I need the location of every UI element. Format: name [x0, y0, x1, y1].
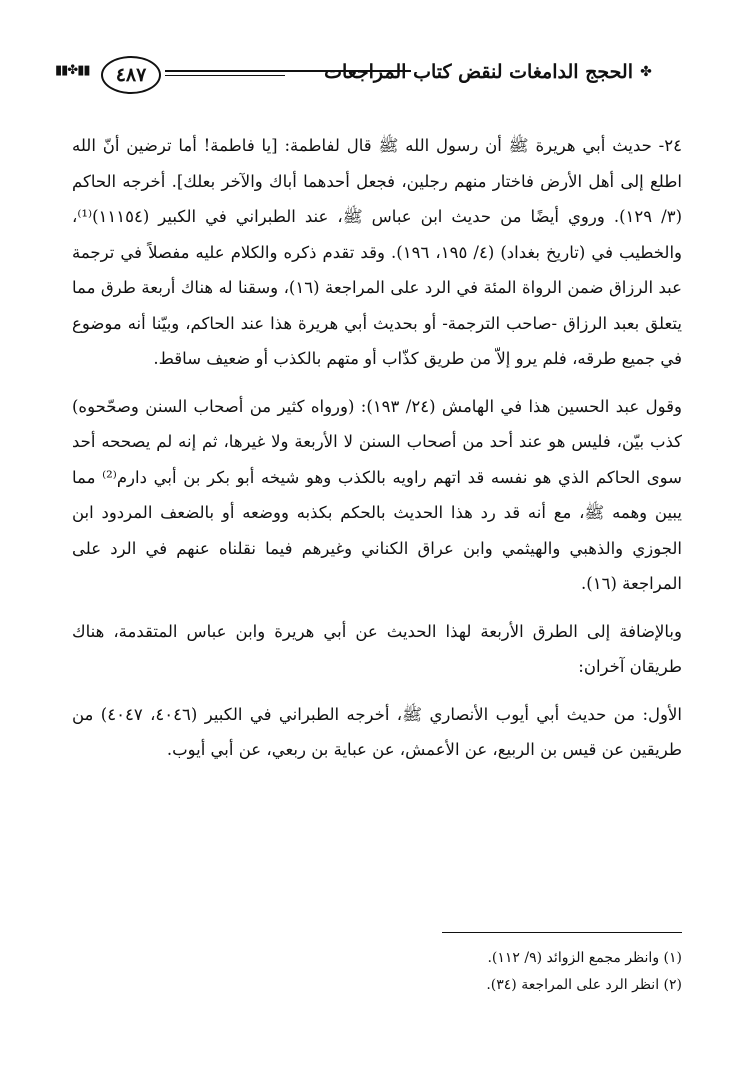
- paragraph-two-other-routes: وبالإضافة إلى الطرق الأربعة لهذا الحديث عن أبي هريرة وابن عباس المتقدمة، هناك طريقان آخران:: [72, 621, 682, 676]
- header-ornament-icon: ✤: [640, 64, 652, 80]
- paragraph-hadith-24: ٢٤- حديث أبي هريرة ﷺ أن رسول الله ﷺ قال لفاطمة: [يا فاطمة! أما ترضين أنّ الله اطلع إلى أهل الأرض فاختار منهم رجلين، فجعل أحدهما أباك والآخر بعلك]. أخرجه الحاكم (٣/ ١٢٩). وروي أيضًا من حديث ابن عباس ﷺ، عند الطبراني في الكبير (١١١٥٤)⁽¹⁾، والخطيب في (تاريخ بغداد) (٤/ ١٩٥، ١٩٦). وقد تقدم ذكره والكلام عليه مفصلاً في ترجمة عبد الرزاق ضمن الرواة المئة في الرد على المراجعة (١٦)، وسقنا له هناك أربعة طرق مما يتعلق بعبد الرزاق -صاحب الترجمة- أو بحديث أبي هريرة هذا عند الحاكم، وبيّنا أنه موضوع في جميع طرقه، فلم يرو إلاّ من طريق كذّاب أو متهم بالكذب أو ضعيف ساقط.: [72, 136, 682, 368]
- header-ornament-left-icon: ▮▮✤▮▮: [55, 63, 90, 78]
- footnote-2: (٢) انظر الرد على المراجعة (٣٤).: [486, 977, 682, 993]
- paragraph-first-route: الأول: من حديث أبي أيوب الأنصاري ﷺ، أخرجه الطبراني في الكبير (٤٠٤٦، ٤٠٤٧) من طريقين عن قيس بن الربيع، عن الأعمش، عن عباية بن ربعي، عن أبي أيوب.: [72, 704, 682, 759]
- page-header: [55, 50, 655, 98]
- footnote-separator: [442, 932, 682, 933]
- header-rule: [165, 70, 411, 72]
- main-text: [72, 128, 682, 780]
- footnotes: [70, 945, 682, 999]
- footnote-1: (١) وانظر مجمع الزوائد (٩/ ١١٢).: [487, 950, 682, 966]
- page-number: ٤٨٧: [101, 56, 161, 94]
- paragraph-abd-al-husayn-claim: وقول عبد الحسين هذا في الهامش (٢٤/ ١٩٣): (ورواه كثير من أصحاب السنن وصحّحوه) كذب بيّن، فليس هو عند أحد من أصحاب السنن لا الأربعة ولا غيرها، ثم إنه لم يصححه أحد سوى الحاكم الذي هو نفسه قد اتهم راويه بالكذب وهو شيخه أبو بكر بن أبي دارم⁽²⁾ مما يبين وهمه ﷺ، مع أنه قد رد هذا الحديث بالحكم بكذبه ووضعه أو بالضعف المردود ابن الجوزي والذهبي والهيثمي وابن عراق الكناني وغيرهم فيما نقلناه عنهم في الرد على المراجعة (١٦).: [72, 396, 682, 593]
- header-rule-thin: [165, 75, 285, 76]
- running-title: الحجج الدامغات لنقض كتاب المراجعات: [324, 61, 633, 83]
